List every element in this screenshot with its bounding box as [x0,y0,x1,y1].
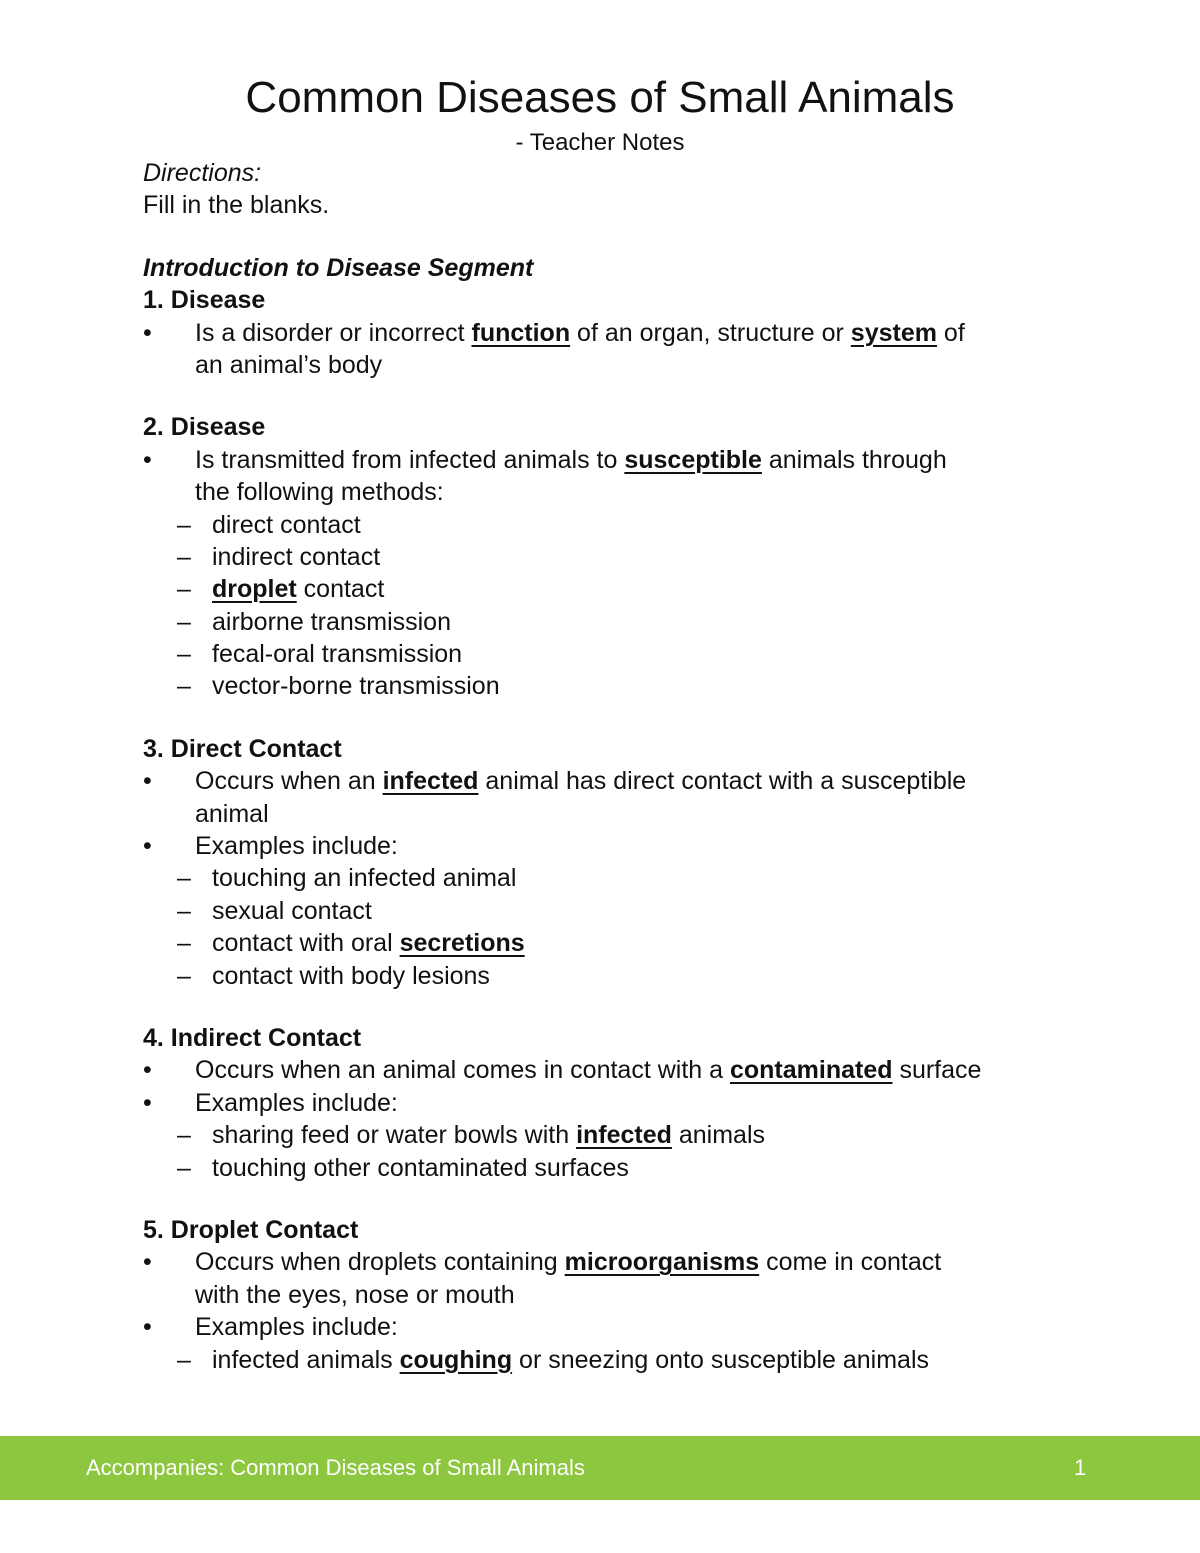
dash-item: – touching an infected animal [143,862,1083,894]
dash-item: – droplet contact [143,573,1083,605]
bullet-item: • Examples include: [143,830,1083,862]
bullet-icon: • [143,1056,152,1085]
blank-answer: microorganisms [564,1248,760,1277]
dash-item: – vector-borne transmission [143,670,1083,702]
dash-icon: – [177,640,191,669]
document-body [143,157,1083,1376]
dash-item: – fecal-oral transmission [143,638,1083,670]
section-heading: 4. Indirect Contact [143,1023,362,1052]
bullet-continuation: animal [195,799,269,828]
bullet-continuation: the following methods: [195,478,444,507]
page-number: 1 [1074,1455,1087,1480]
bullet-item: • Examples include: [143,1311,1083,1343]
blank-answer: coughing [399,1345,513,1374]
section-heading: 3. Direct Contact [143,734,342,763]
dash-icon: – [177,1121,191,1150]
bullet-item: • Is a disorder or incorrect function of an organ, structure or system of [143,317,1083,349]
document-subtitle: - Teacher Notes [515,129,685,156]
blank-answer: function [471,318,571,347]
bullet-icon: • [143,1248,152,1277]
dash-item: – sharing feed or water bowls with infected animals [143,1119,1083,1151]
bullet-icon: • [143,1313,152,1342]
dash-item: – airborne transmission [143,606,1083,638]
bullet-item: • Occurs when an infected animal has direct contact with a susceptible [143,765,1083,797]
blank-answer: secretions [399,929,525,958]
bullet-item: • Occurs when an animal comes in contact with a contaminated surface [143,1054,1083,1086]
bullet-continuation: an animal’s body [195,350,383,379]
footer-text: Accompanies: Common Diseases of Small Animals [86,1455,585,1480]
footer-bar [0,1436,1200,1500]
blank-answer: droplet [212,575,297,604]
blank-answer: infected [382,767,479,796]
dash-icon: – [177,1153,191,1182]
dash-item: – contact with body lesions [143,960,1083,992]
blank-answer: contaminated [729,1056,893,1085]
dash-item: – infected animals coughing or sneezing onto susceptible animals [143,1344,1083,1376]
dash-icon: – [177,510,191,539]
bullet-continuation: with the eyes, nose or mouth [195,1280,515,1309]
blank-answer: infected [576,1121,672,1150]
dash-item: – sexual contact [143,895,1083,927]
dash-icon: – [177,929,191,958]
dash-icon: – [177,607,191,636]
bullet-icon: • [143,832,152,861]
bullet-icon: • [143,318,152,347]
dash-icon: – [177,575,191,604]
directions-text: Fill in the blanks. [143,191,330,220]
bullet-item: • Is transmitted from infected animals to susceptible animals through [143,444,1083,476]
dash-item: – touching other contaminated surfaces [143,1152,1083,1184]
section-heading: 5. Droplet Contact [143,1215,359,1244]
dash-icon: – [177,864,191,893]
dash-item: – indirect contact [143,541,1083,573]
directions-label: Directions: [143,159,262,187]
bullet-icon: • [143,1088,152,1117]
blank-answer: susceptible [624,445,762,474]
bullet-item: • Examples include: [143,1087,1083,1119]
dash-icon: – [177,961,191,990]
bullet-icon: • [143,445,152,474]
dash-icon: – [177,1345,191,1374]
segment-title: Introduction to Disease Segment [143,253,534,282]
dash-item: – direct contact [143,509,1083,541]
dash-icon: – [177,896,191,925]
dash-icon: – [177,542,191,571]
blank-answer: system [850,318,937,347]
document-title: Common Diseases of Small Animals [245,73,955,122]
section-heading: 2. Disease [143,413,266,442]
bullet-icon: • [143,767,152,796]
section-heading: 1. Disease [143,286,266,315]
dash-icon: – [177,672,191,701]
bullet-item: • Occurs when droplets containing microorganisms come in contact [143,1246,1083,1278]
dash-item: – contact with oral secretions [143,927,1083,959]
